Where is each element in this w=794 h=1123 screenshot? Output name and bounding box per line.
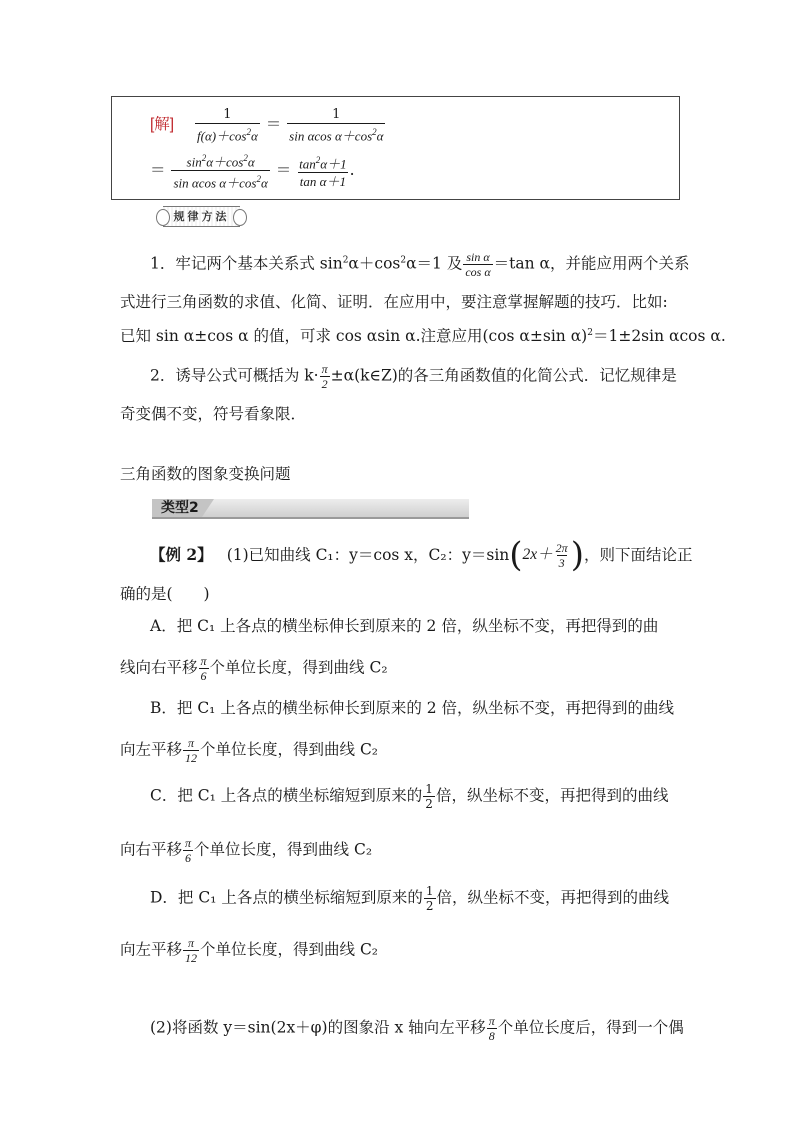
option-c-half	[423, 782, 435, 811]
f3-num-exp1: 2	[201, 153, 207, 163]
rule1-line-2: 式进行三角函数的求值、化简、证明．在应用中，要注意掌握解题的技巧．比如:	[120, 293, 668, 311]
option-b-fraction	[183, 736, 199, 765]
fraction-lhs-den	[195, 123, 260, 144]
q2-frac-num: π	[488, 1014, 495, 1028]
lhs-den-alpha: α	[250, 128, 258, 144]
equals-sign-3: ＝	[275, 160, 292, 179]
option-a-line-1: A．把 C₁ 上各点的横坐标伸长到原来的 2 倍，纵坐标不变，再把得到的曲	[150, 617, 659, 635]
option-d-text-a: D．把 C₁ 上各点的横坐标缩短到原来的	[150, 888, 423, 907]
option-c-line-2	[120, 836, 372, 865]
fraction-lhs-num: 1	[223, 107, 232, 122]
f4-num-a: tan	[299, 156, 316, 171]
option-d-line-1	[150, 884, 669, 913]
option-d-line-2	[120, 936, 378, 965]
fraction-lhs	[195, 106, 260, 144]
rule2-frac-num: π	[321, 362, 328, 376]
option-d-frac-den: 12	[185, 951, 198, 965]
option-c-frac-num: π	[185, 836, 192, 850]
option-d-half-num: 1	[425, 884, 434, 898]
question-2-line	[150, 1014, 684, 1043]
q2-fraction	[487, 1014, 497, 1043]
option-a-line-2	[120, 654, 388, 683]
example-q1-frac-den: 3	[558, 555, 565, 570]
example-question-line-1	[150, 535, 693, 575]
rule1-text-b: α＋cos	[348, 254, 401, 273]
rule1-exp-2: 2	[400, 255, 407, 266]
solution-line-2	[150, 150, 355, 192]
f3-num-c: α	[247, 154, 255, 170]
rhs-den-alpha: α	[376, 128, 384, 144]
fraction-3-den	[171, 170, 269, 191]
f3-num-exp2: 2	[243, 153, 248, 163]
example-q1-fraction	[554, 541, 570, 570]
rule1-line3-exp: 2	[587, 328, 593, 338]
f3-den-text: sin αcos α＋cos	[173, 175, 257, 191]
rule1-fraction	[463, 250, 492, 279]
example-q1-inner: 2x＋	[522, 546, 553, 563]
option-b-line-2	[120, 736, 378, 765]
option-d-half-den: 2	[425, 899, 434, 913]
option-d-text-d: 个单位长度，得到曲线 C₂	[200, 940, 379, 959]
option-b-line-1: B．把 C₁ 上各点的横坐标伸长到原来的 2 倍，纵坐标不变，再把得到的曲线	[150, 699, 675, 717]
rule1-line-1	[150, 250, 690, 279]
rule1-text-c: α＝1 及	[406, 254, 463, 273]
q2-text-b: 个单位长度后，得到一个偶	[497, 1018, 684, 1037]
option-c-text-b: 倍，纵坐标不变，再把得到的曲线	[435, 786, 669, 805]
example-q1-text: (1)已知曲线 C₁：y＝cos x，C₂：y＝sin	[226, 546, 510, 564]
option-a-text-a: 线向右平移	[120, 658, 198, 677]
option-c-frac-den: 6	[185, 851, 192, 865]
option-d-fraction	[183, 936, 199, 965]
option-c-text-c: 向右平移	[120, 840, 183, 859]
q2-text-a: (2)将函数 y＝sin(2x＋φ)的图象沿 x 轴向左平移	[150, 1018, 486, 1037]
option-a-fraction	[199, 654, 209, 683]
rule1-frac-num: sin α	[466, 250, 490, 264]
method-badge	[163, 206, 240, 227]
rule1-text-a: 1．牢记两个基本关系式 sin	[150, 254, 343, 273]
f4-num-exp: 2	[315, 154, 321, 165]
option-c-text-d: 个单位长度，得到曲线 C₂	[194, 840, 373, 859]
equals-sign-2: ＝	[150, 160, 166, 179]
solution-period: .	[349, 160, 355, 179]
section-title: 三角函数的图象变换问题	[120, 465, 291, 483]
example-tag: 【例 2】	[150, 545, 213, 564]
example-q1-post: ，则下面结论正	[583, 546, 693, 564]
option-b-frac-num: π	[188, 736, 195, 750]
rhs-den-text: sin αcos α＋cos	[289, 128, 373, 144]
example-question-line-2: 确的是( )	[120, 585, 210, 603]
rule1-frac-den: cos α	[465, 265, 491, 279]
f3-den-alpha: α	[260, 175, 268, 191]
option-d-text-c: 向左平移	[120, 940, 183, 959]
rule1-line3-a: 已知 sin α±cos α 的值，可求 cos αsin α.注意应用(cos α±sin α)	[120, 327, 588, 346]
rule2-text-a: 2．诱导公式可概括为 k·	[150, 366, 319, 385]
solution-line-1	[150, 106, 386, 144]
rule1-line3-b: ＝1±2sin αcos α.	[592, 327, 726, 346]
section-banner	[152, 499, 469, 519]
f3-den-exp: 2	[256, 174, 261, 185]
option-c-fraction	[183, 836, 193, 865]
rule2-text-b: ±α(k∈Z)的各三角函数值的化简公式．记忆规律是	[330, 366, 677, 385]
fraction-4-num	[297, 152, 348, 172]
option-c-half-num: 1	[425, 782, 433, 796]
paren-close: )	[570, 535, 584, 575]
option-a-frac-num: π	[200, 654, 207, 668]
rule2-line-1	[150, 362, 677, 391]
f4-num-b: α＋1	[320, 156, 347, 171]
fraction-3-num	[185, 150, 257, 170]
rule1-line-3	[120, 323, 726, 346]
equals-sign-1: ＝	[265, 115, 282, 134]
fraction-rhs-num: 1	[332, 107, 341, 122]
fraction-4	[297, 152, 348, 190]
q2-frac-den: 8	[488, 1029, 495, 1043]
option-a-text-b: 个单位长度，得到曲线 C₂	[209, 658, 388, 677]
option-c-half-den: 2	[425, 797, 433, 811]
option-b-text-a: 向左平移	[120, 740, 183, 759]
option-d-frac-num: π	[188, 936, 195, 950]
option-c-text-a: C．把 C₁ 上各点的横坐标缩短到原来的	[150, 786, 423, 805]
rule2-fraction	[320, 362, 330, 391]
option-b-text-b: 个单位长度，得到曲线 C₂	[200, 740, 379, 759]
option-b-frac-den: 12	[185, 751, 198, 765]
f3-num-b: α＋cos	[206, 154, 244, 170]
option-a-frac-den: 6	[200, 669, 207, 683]
solution-tag: [解]	[150, 116, 175, 134]
paren-open: (	[509, 535, 523, 575]
rule1-exp-1: 2	[342, 255, 349, 266]
fraction-4-den: tan α＋1	[299, 174, 346, 189]
method-badge-label: 规律方法	[173, 210, 230, 223]
lhs-den-text: f(α)＋cos	[197, 128, 247, 144]
example-q1-frac-num: 2π	[555, 540, 568, 555]
lhs-den-exp: 2	[246, 127, 251, 137]
fraction-rhs-den	[287, 123, 385, 144]
section-banner-label: 类型2	[152, 499, 202, 517]
fraction-3	[171, 150, 269, 192]
rule2-line-2: 奇变偶不变，符号看象限．	[120, 405, 307, 423]
option-d-half	[424, 884, 436, 913]
rule2-frac-den: 2	[321, 377, 328, 391]
section-banner-slant	[202, 499, 214, 517]
option-d-text-b: 倍，纵坐标不变，再把得到的曲线	[436, 888, 670, 907]
rule1-text-d: ＝tan α，并能应用两个关系	[493, 254, 690, 273]
fraction-rhs	[287, 106, 385, 144]
rhs-den-exp: 2	[372, 127, 377, 137]
f3-num-a: sin	[186, 154, 202, 170]
option-c-line-1	[150, 782, 668, 811]
